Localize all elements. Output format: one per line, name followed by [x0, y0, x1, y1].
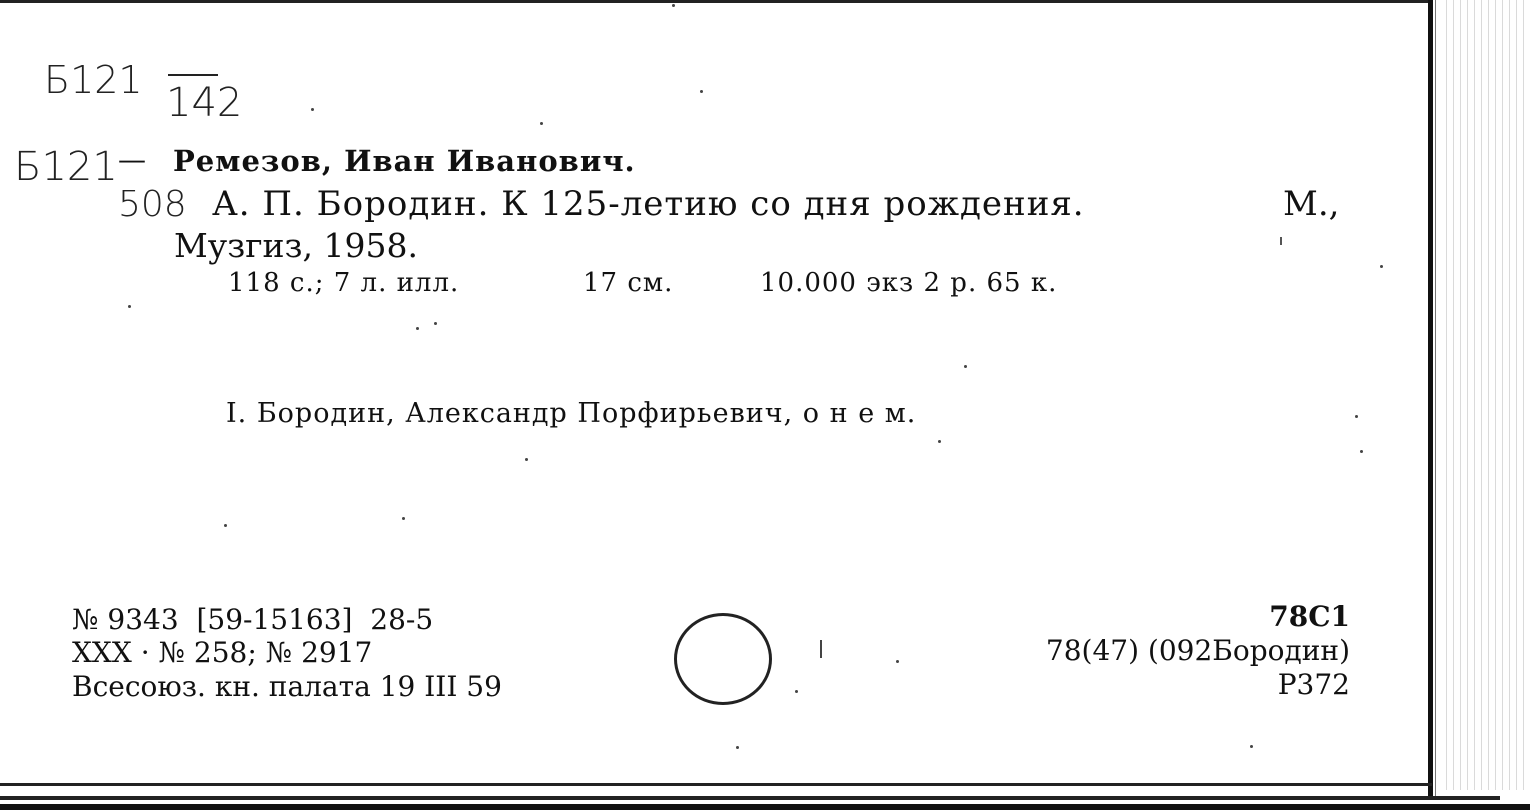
title-line-1: А. П. Бородин. К 125-летию со дня рождения. — [212, 184, 1085, 224]
scan-speck — [964, 365, 967, 368]
scan-speck — [311, 108, 314, 111]
scan-speck — [525, 458, 528, 461]
scan-speck — [672, 4, 675, 7]
card-right-border-inner — [1435, 0, 1436, 800]
scan-speck — [1360, 450, 1363, 453]
scan-speck — [1355, 415, 1358, 418]
card-top-border — [0, 0, 1432, 3]
scan-bottom-edge-dark — [0, 804, 1530, 810]
scan-speck — [224, 524, 227, 527]
footer-left-line-3: Всесоюз. кн. палата 19 III 59 — [72, 670, 502, 703]
subject-heading: I. Бородин, Александр Порфирьевич, о н е м. — [226, 398, 917, 429]
punch-hole — [674, 613, 772, 705]
scan-speck — [1250, 745, 1253, 748]
author-dash: — — [118, 143, 146, 176]
footer-right-line-1: 78С1 — [1269, 600, 1350, 633]
footer-right-line-3: Р372 — [1277, 668, 1350, 701]
scan-speck — [938, 440, 941, 443]
footer-right-line-2: 78(47) (092Бородин) — [1045, 634, 1350, 667]
author-heading: Ремезов, Иван Иванович. — [173, 144, 636, 178]
card-bottom-border — [0, 783, 1432, 786]
physical-pages: 118 с.; 7 л. илл. — [228, 268, 460, 298]
handwritten-call-number-main: Б121 — [14, 144, 118, 190]
footer-left-line-2: XXX · № 258; № 2917 — [72, 636, 373, 669]
card-right-border — [1428, 0, 1433, 800]
handwritten-call-number-top: Б121 — [44, 58, 143, 102]
scan-speck — [795, 690, 798, 693]
scan-mark — [820, 640, 822, 658]
scan-speck — [416, 327, 419, 330]
scan-speck — [128, 305, 131, 308]
physical-size: 17 см. — [583, 268, 674, 298]
scan-speck — [402, 517, 405, 520]
scan-speck — [700, 90, 703, 93]
title-place: М., — [1283, 184, 1340, 224]
physical-copies-price: 10.000 экз 2 р. 65 к. — [760, 268, 1058, 298]
scan-speck — [434, 322, 437, 325]
scan-speck — [1380, 265, 1383, 268]
handwritten-call-number-fraction: 142 — [166, 80, 243, 126]
scan-mark — [1280, 237, 1282, 245]
footer-left-line-1: № 9343 [59-15163] 28-5 — [72, 603, 434, 636]
scan-speck — [736, 746, 739, 749]
handwritten-fraction-bar — [168, 74, 218, 76]
scan-speck — [540, 122, 543, 125]
handwritten-call-number-sub: 508 — [118, 184, 187, 225]
scan-bottom-edge — [0, 796, 1500, 800]
scan-speck — [896, 660, 899, 663]
adjacent-card-strip — [1440, 0, 1530, 790]
title-line-2: Музгиз, 1958. — [174, 226, 418, 265]
